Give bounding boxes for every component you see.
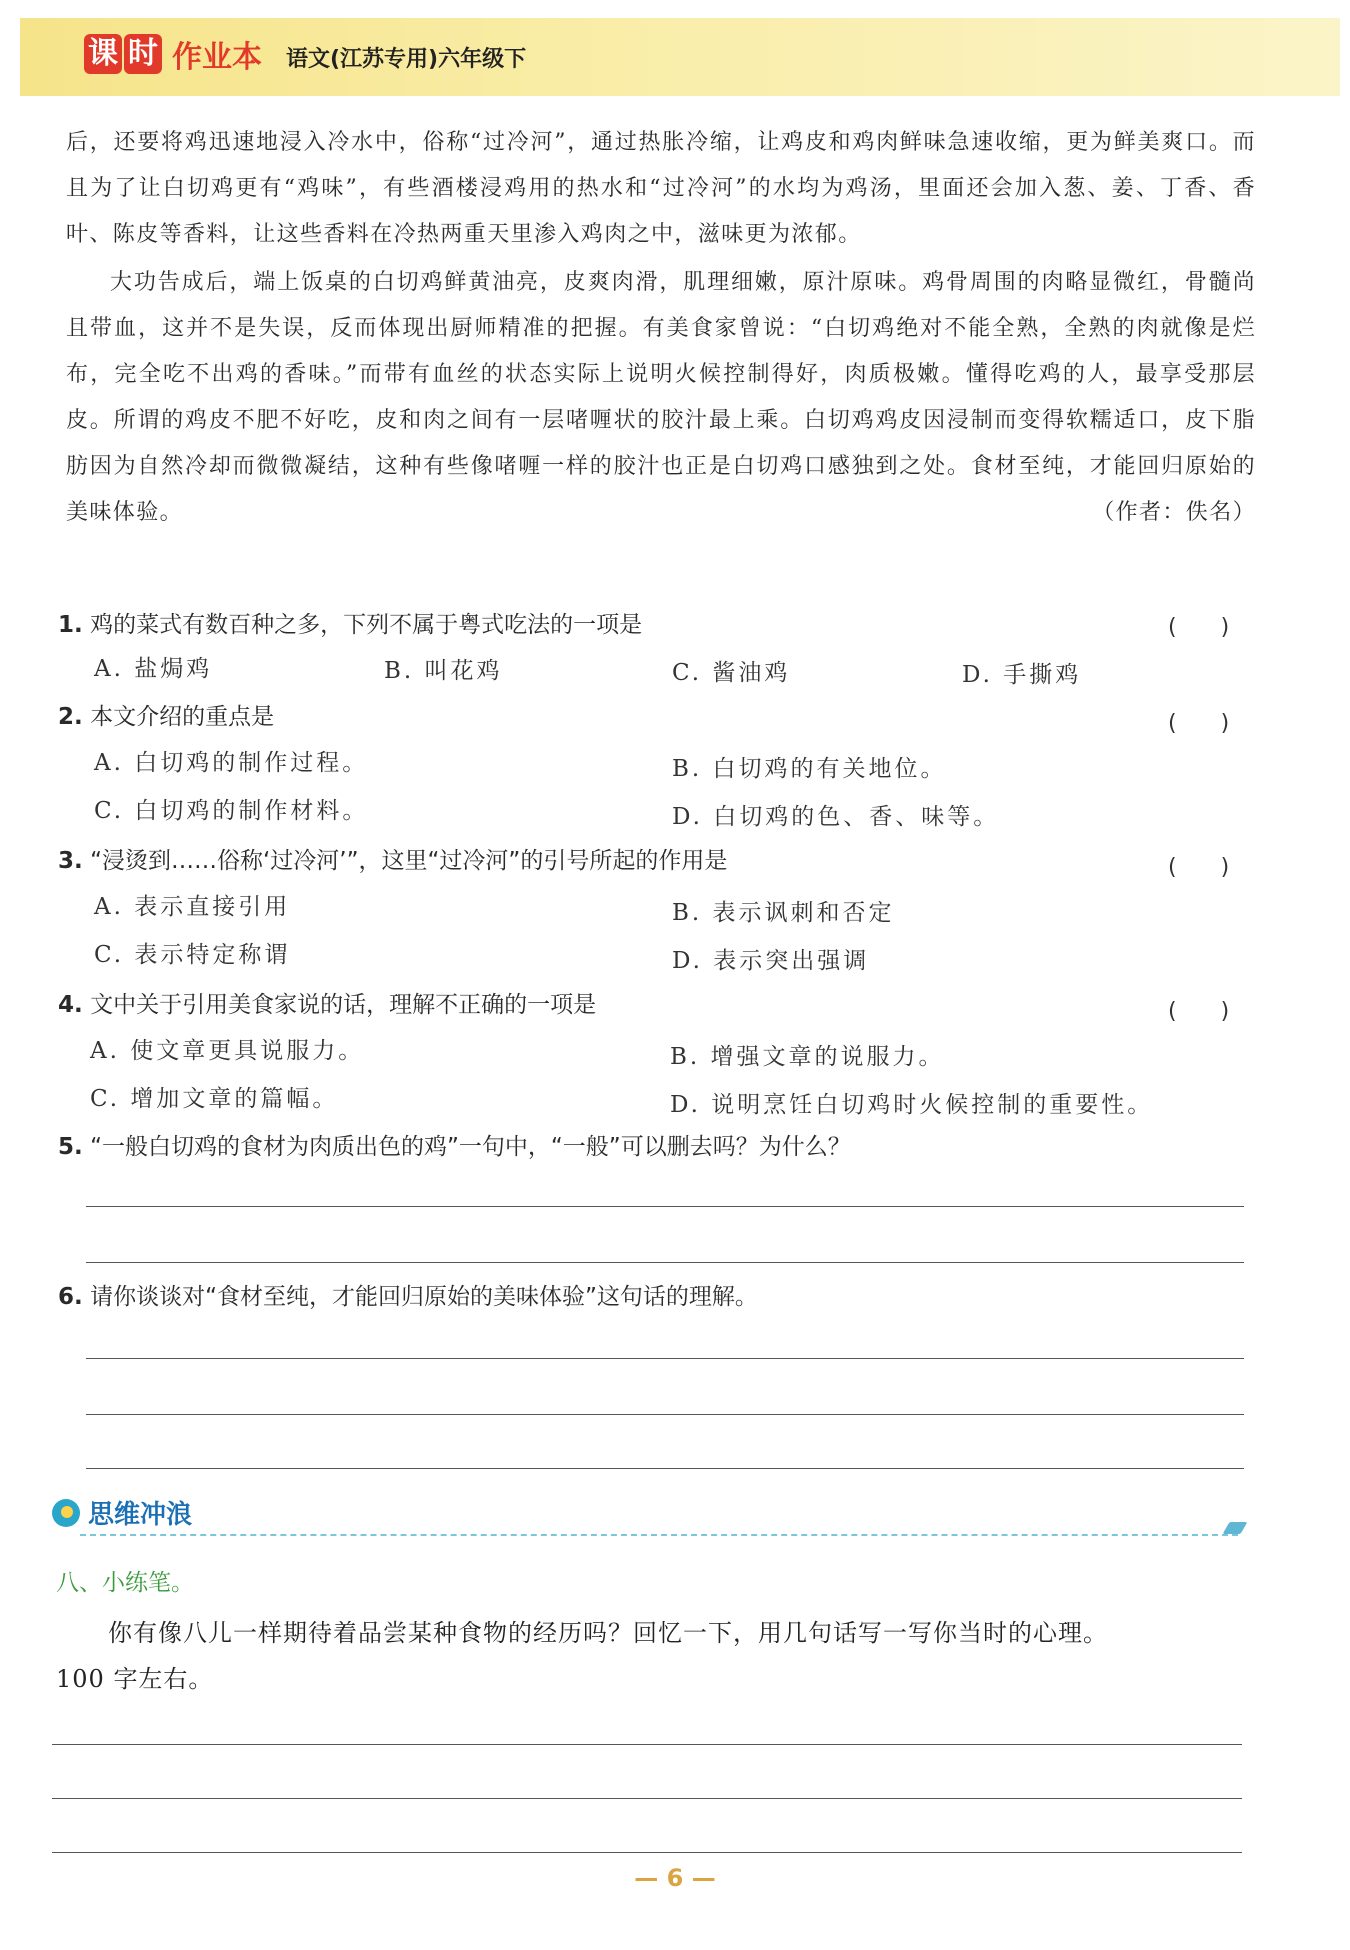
prompt-line-1: 你有像八儿一样期待着品尝某种食物的经历吗？回忆一下，用几句话写一写你当时的心理。 bbox=[108, 1619, 1108, 1647]
option-d[interactable]: D. 说明烹饪白切鸡时火候控制的重要性。 bbox=[670, 1092, 1154, 1118]
logo-text: 作业本 bbox=[172, 40, 262, 75]
passage-paragraph-1: 后，还要将鸡迅速地浸入冷水中，俗称“过冷河”，通过热胀冷缩，让鸡皮和鸡肉鲜味急速收缩，更为鲜美爽口。而且为了让白切鸡更有“鸡味”，有些酒楼浸鸡用的热水和“过冷河”的水均为鸡汤，里面还会加入葱、姜、丁香、香叶、陈皮等香料，让这些香料在冷热两重天里渗入鸡肉之中，滋味更为浓郁。 bbox=[66, 130, 1256, 247]
option-a[interactable]: A. 使文章更具说服力。 bbox=[90, 1038, 365, 1064]
question-text: 文中关于引用美食家说的话，理解不正确的一项是 bbox=[90, 992, 597, 1018]
logo-char: 课 bbox=[84, 34, 122, 74]
option-c[interactable]: C. 增加文章的篇幅。 bbox=[90, 1086, 339, 1112]
exercise-label: 八、小练笔。 bbox=[56, 1570, 194, 1596]
question-number: 3. bbox=[58, 848, 83, 874]
reading-passage bbox=[66, 120, 1256, 536]
question-1 bbox=[58, 606, 642, 639]
writing-line[interactable] bbox=[52, 1852, 1242, 1853]
author-note: （作者：佚名） bbox=[1092, 500, 1256, 525]
writing-prompt bbox=[56, 1610, 1246, 1702]
option-a[interactable]: A. 白切鸡的制作过程。 bbox=[94, 750, 369, 776]
option-b[interactable]: B. 白切鸡的有关地位。 bbox=[672, 756, 947, 782]
question-text: 请你谈谈对“食材至纯，才能回归原始的美味体验”这句话的理解。 bbox=[90, 1284, 758, 1310]
question-4 bbox=[58, 986, 596, 1019]
logo-mark bbox=[84, 34, 164, 74]
option-a[interactable]: A. 表示直接引用 bbox=[94, 894, 291, 920]
answer-line[interactable] bbox=[86, 1414, 1244, 1415]
logo-char: 时 bbox=[124, 34, 162, 74]
prompt-line-2: 100 字左右。 bbox=[56, 1665, 214, 1693]
answer-bracket[interactable]: ( ) bbox=[1168, 855, 1230, 880]
page-number: — 6 — bbox=[634, 1864, 716, 1892]
question-text: 鸡的菜式有数百种之多，下列不属于粤式吃法的一项是 bbox=[90, 612, 643, 638]
question-number: 4. bbox=[58, 992, 83, 1018]
book-logo bbox=[84, 32, 526, 76]
answer-line[interactable] bbox=[86, 1358, 1244, 1359]
question-text: “一般白切鸡的食材为肉质出色的鸡”一句中，“一般”可以删去吗？为什么？ bbox=[90, 1134, 851, 1160]
question-number: 2. bbox=[58, 704, 83, 730]
answer-line[interactable] bbox=[86, 1262, 1244, 1263]
section-title: 思维冲浪 bbox=[88, 1500, 193, 1530]
option-b[interactable]: B. 增强文章的说服力。 bbox=[670, 1044, 945, 1070]
option-b[interactable]: B. 叫花鸡 bbox=[384, 658, 503, 684]
section-divider bbox=[80, 1534, 1238, 1536]
option-c[interactable]: C. 表示特定称谓 bbox=[94, 942, 291, 968]
passage-paragraph-2 bbox=[66, 260, 1256, 536]
section-heading bbox=[52, 1494, 192, 1531]
question-number: 1. bbox=[58, 612, 83, 638]
option-d[interactable]: D. 白切鸡的色、香、味等。 bbox=[672, 804, 1000, 830]
question-6 bbox=[58, 1278, 758, 1311]
answer-bracket[interactable]: ( ) bbox=[1168, 999, 1230, 1024]
passage-paragraph-2-text: 大功告成后，端上饭桌的白切鸡鲜黄油亮，皮爽肉滑，肌理细嫩，原汁原味。鸡骨周围的肉略显微红，骨髓尚且带血，这并不是失误，反而体现出厨师精准的把握。有美食家曾说：“白切鸡绝对不能全熟，全熟的肉就像是烂布，完全吃不出鸡的香味。”而带有血丝的状态实际上说明火候控制得好，肉质极嫩。懂得吃鸡的人，最享受那层皮。所谓的鸡皮不肥不好吃，皮和肉之间有一层啫喱状的胶汁最上乘。白切鸡鸡皮因浸制而变得软糯适口，皮下脂肪因为自然冷却而微微凝结，这种有些像啫喱一样的胶汁也正是白切鸡口感独到之处。食材至纯，才能回归原始的美味体验。 bbox=[66, 270, 1256, 525]
answer-line[interactable] bbox=[86, 1468, 1244, 1469]
question-5 bbox=[58, 1128, 851, 1161]
book-subtitle: 语文(江苏专用)六年级下 bbox=[286, 46, 527, 72]
answer-line[interactable] bbox=[86, 1206, 1244, 1207]
writing-line[interactable] bbox=[52, 1798, 1242, 1799]
question-text: 本文介绍的重点是 bbox=[90, 704, 275, 730]
writing-line[interactable] bbox=[52, 1744, 1242, 1745]
option-d[interactable]: D. 手撕鸡 bbox=[962, 662, 1082, 688]
answer-bracket[interactable]: ( ) bbox=[1168, 711, 1230, 736]
option-b[interactable]: B. 表示讽刺和否定 bbox=[672, 900, 895, 926]
question-3 bbox=[58, 842, 727, 875]
option-c[interactable]: C. 白切鸡的制作材料。 bbox=[94, 798, 369, 824]
question-text: “浸烫到……俗称‘过冷河’”，这里“过冷河”的引号所起的作用是 bbox=[90, 848, 728, 874]
question-2 bbox=[58, 698, 274, 731]
option-d[interactable]: D. 表示突出强调 bbox=[672, 948, 870, 974]
option-c[interactable]: C. 酱油鸡 bbox=[672, 660, 791, 686]
wave-icon bbox=[52, 1499, 80, 1527]
question-number: 6. bbox=[58, 1284, 83, 1310]
option-a[interactable]: A. 盐焗鸡 bbox=[94, 656, 213, 682]
wave-tail-icon bbox=[1223, 1522, 1248, 1534]
answer-bracket[interactable]: ( ) bbox=[1168, 615, 1230, 640]
question-number: 5. bbox=[58, 1134, 83, 1160]
